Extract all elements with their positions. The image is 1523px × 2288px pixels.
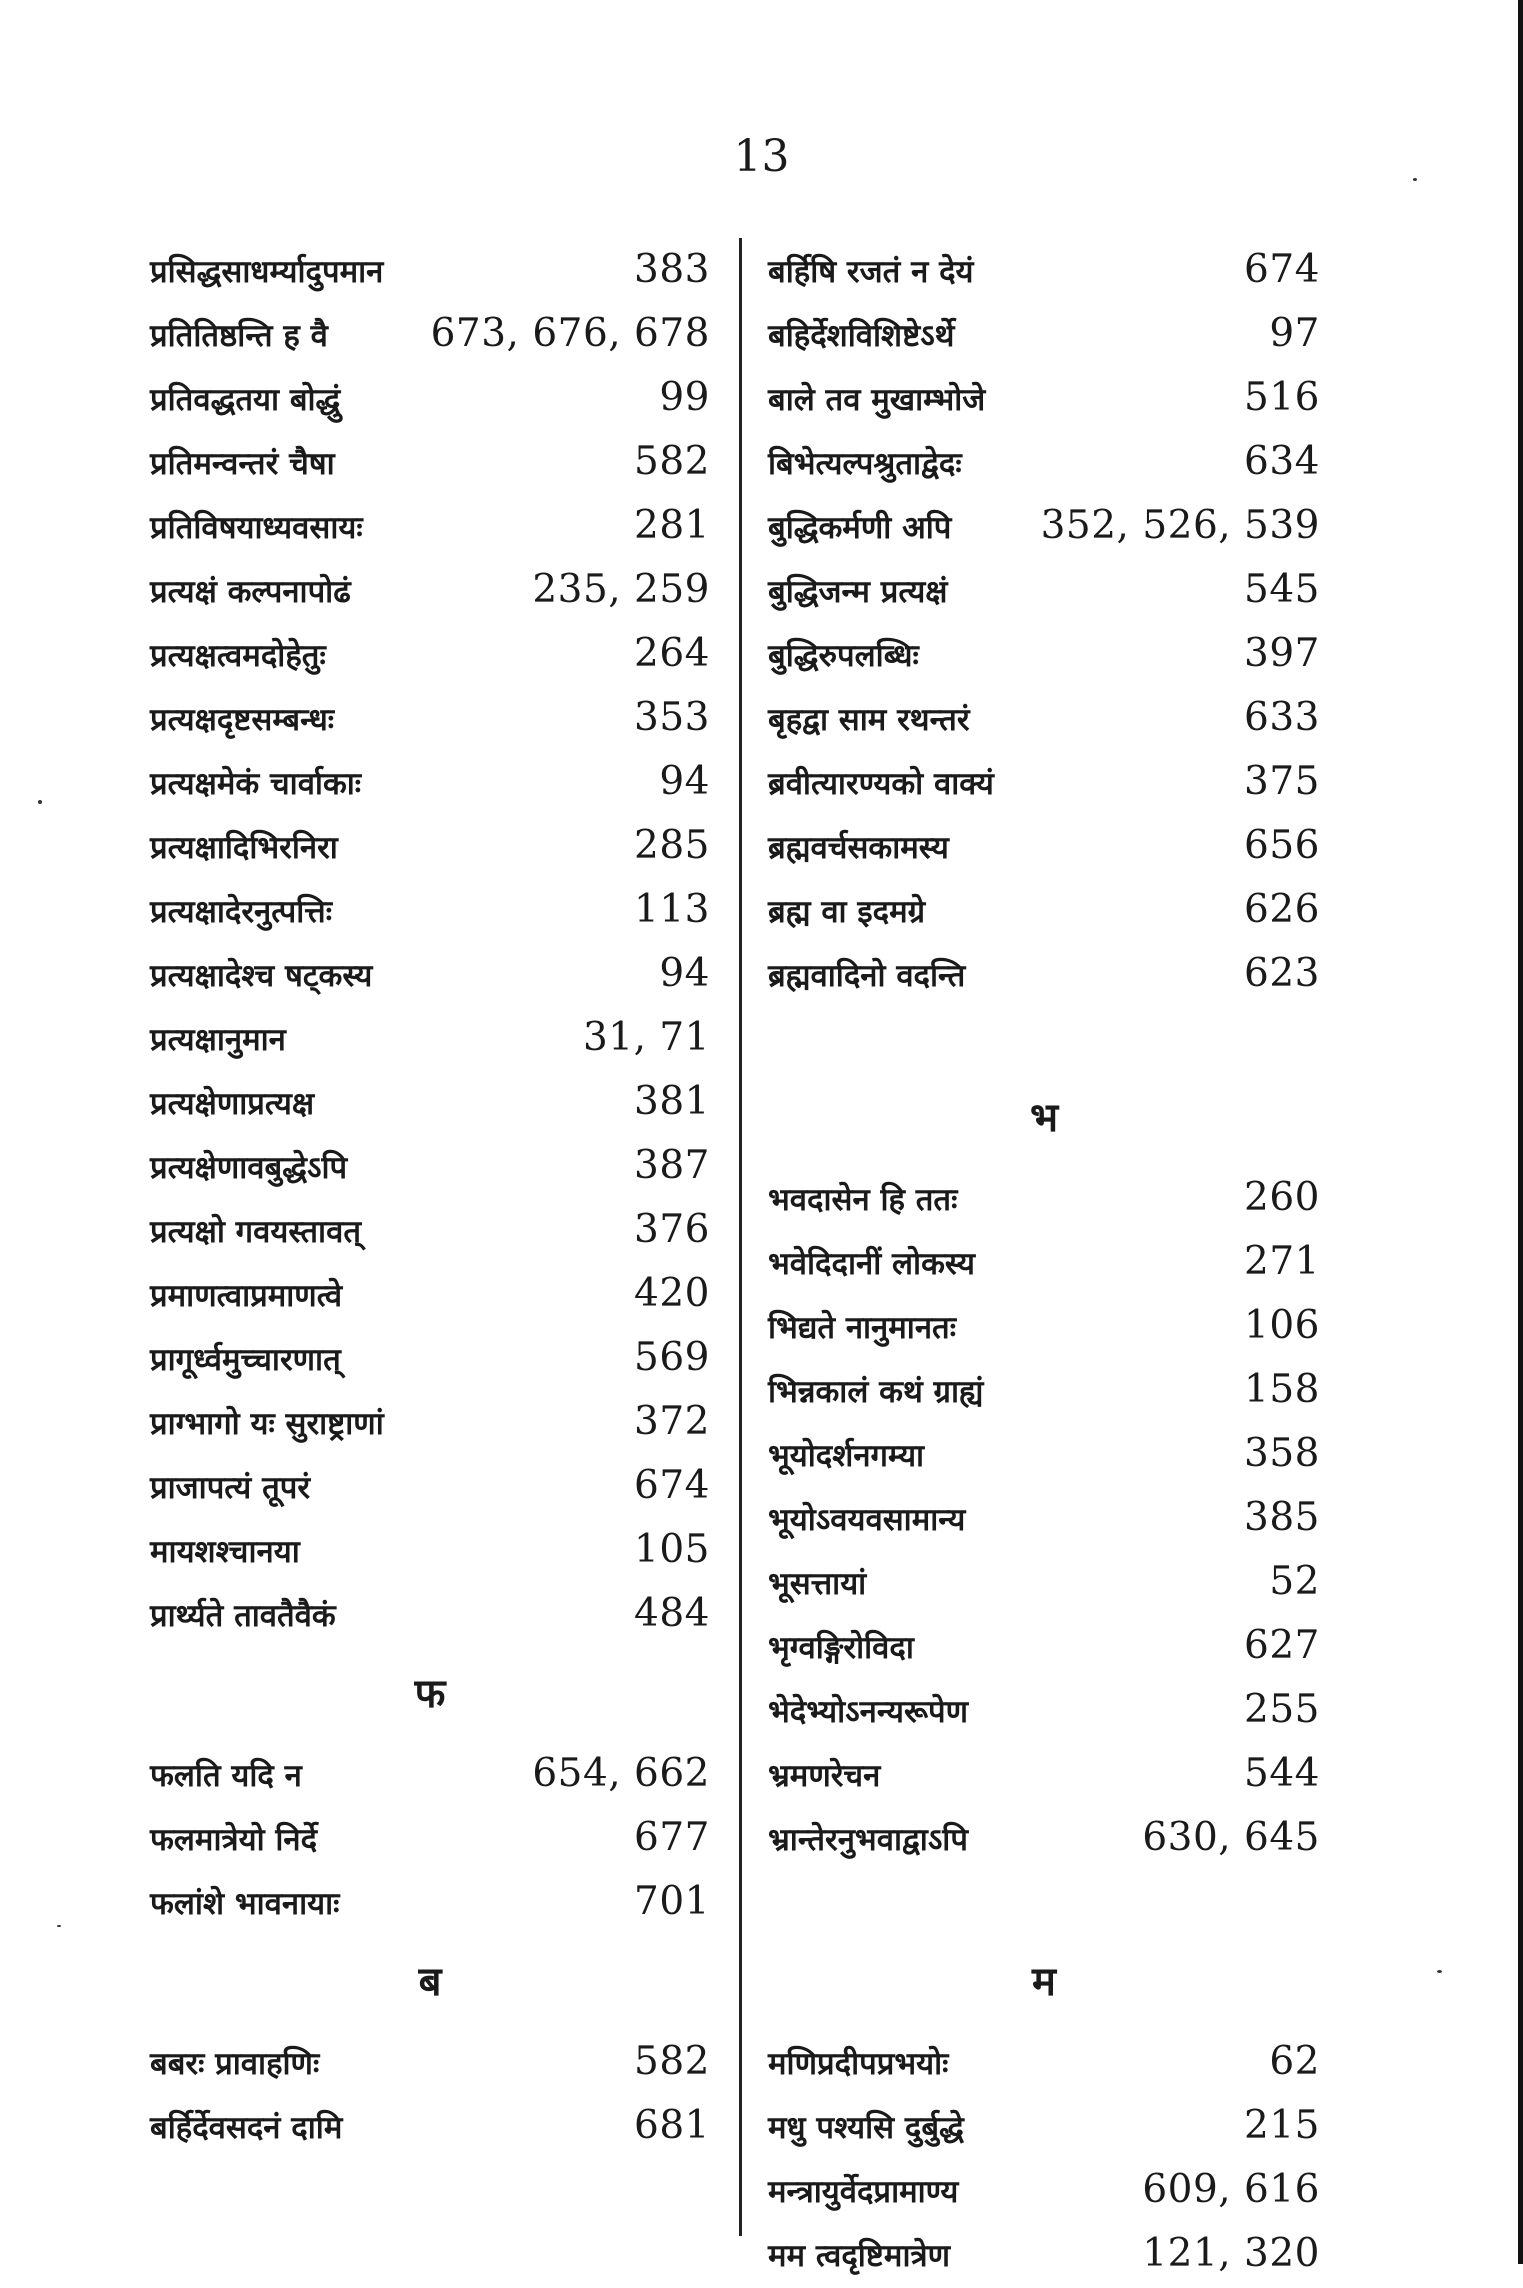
entry-page-numbers: 52 [1269,1559,1320,1604]
entry-page-numbers: 121, 320 [1142,2231,1320,2276]
entry-page-numbers: 544 [1244,1751,1320,1796]
index-entry [768,814,1320,878]
entry-term: ब्रह्मवर्चसकामस्य [768,830,949,866]
entry-page-numbers: 281 [634,503,710,548]
index-entry [768,1166,1320,1230]
entry-page-numbers: 105 [634,1527,710,1572]
entry-page-numbers: 387 [634,1143,710,1188]
entry-term: प्रत्यक्षादेरनुत्पत्तिः [150,894,332,930]
entry-page-numbers: 285 [634,823,710,868]
entry-term: भिन्नकालं कथं ग्राह्यं [768,1374,984,1410]
entry-term: भ्रमणरेचन [768,1758,881,1794]
index-entry [150,1006,710,1070]
entry-page-numbers: 113 [634,887,710,932]
section-heading-bha: भ [1029,1095,1059,1141]
index-entry [150,302,710,366]
entry-page-numbers: 545 [1244,567,1320,612]
entry-page-numbers: 484 [634,1591,710,1636]
entry-term: बृहद्वा साम रथन्तरं [768,702,970,738]
index-entry [150,942,710,1006]
page-edge-shadow [1518,0,1523,2264]
index-entry [768,238,1320,302]
blank-line [768,1006,1320,1070]
entry-term: बर्हिषि रजतं न देयं [768,254,974,290]
entry-page-numbers: 609, 616 [1142,2167,1320,2212]
entry-term: ब्रह्म वा इदमग्रे [768,894,926,930]
entry-term: फलांशे भावनायाः [150,1886,340,1922]
entry-term: प्रार्थ्यते तावतैवैकं [150,1598,336,1634]
index-entry [150,1742,710,1806]
entry-term: ब्रह्मवादिनो वदन्ति [768,958,966,994]
index-entry [150,1870,710,1934]
entry-page-numbers: 94 [659,759,710,804]
entry-page-numbers: 582 [634,2039,710,2084]
index-entry [150,558,710,622]
entry-term: मम त्वदृष्टिमात्रेण [768,2238,951,2274]
index-entry [150,878,710,942]
index-entry [150,1134,710,1198]
entry-page-numbers: 264 [634,631,710,676]
entry-term: भूसत्तायां [768,1566,867,1602]
scan-speck [57,1925,61,1927]
index-group [768,1166,1320,1870]
entry-term: भवदासेन हि ततः [768,1182,958,1218]
index-entry [150,238,710,302]
entry-term: बर्हिर्देवसदनं दामि [150,2110,343,2146]
entry-page-numbers: 420 [634,1271,710,1316]
index-entry [768,1230,1320,1294]
entry-page-numbers: 582 [634,439,710,484]
entry-term: प्रत्यक्षादेश्च षट्कस्य [150,958,373,994]
entry-term: मायशश्चानया [150,1534,300,1570]
entry-page-numbers: 633 [1244,695,1320,740]
entry-page-numbers: 385 [1244,1495,1320,1540]
index-entry [768,1550,1320,1614]
index-entry [768,366,1320,430]
entry-term: मणिप्रदीपप्रभयोः [768,2046,949,2082]
index-group [150,238,710,1646]
index-entry [768,494,1320,558]
index-entry [150,2094,710,2158]
entry-term: भिद्यते नानुमानतः [768,1310,956,1346]
entry-page-numbers: 381 [634,1079,710,1124]
index-entry [150,1390,710,1454]
left-index-column [150,238,710,2158]
entry-term: प्रत्यक्षादिभिरनिरा [150,830,338,866]
index-entry [768,430,1320,494]
entry-term: प्राजापत्यं तूपरं [150,1470,311,1506]
entry-page-numbers: 375 [1244,759,1320,804]
entry-page-numbers: 31, 71 [582,1015,710,1060]
index-entry [150,686,710,750]
index-entry [150,1806,710,1870]
index-entry [768,878,1320,942]
page-number: 13 [733,131,790,182]
scan-speck [38,800,42,804]
entry-page-numbers: 654, 662 [532,1751,710,1796]
entry-term: बुद्धिरुपलब्धिः [768,638,919,674]
index-entry [768,2094,1320,2158]
entry-term: प्रत्यक्षेणावबुद्धेऽपि [150,1150,348,1186]
index-entry [150,814,710,878]
entry-term: मन्त्रायुर्वेदप्रामाण्य [768,2174,959,2210]
entry-term: भृग्वङ्गिरोविदा [768,1630,914,1666]
entry-page-numbers: 383 [634,247,710,292]
entry-term: प्रत्यक्षो गवयस्तावत् [150,1214,361,1250]
index-entry [150,622,710,686]
entry-term: भवेदिदानीं लोकस्य [768,1246,975,1282]
index-entry [768,942,1320,1006]
entry-term: भूयोदर्शनगम्या [768,1438,925,1474]
column-divider [739,238,742,2236]
entry-term: बुद्धिकर्मणी अपि [768,510,952,546]
index-group [768,2030,1320,2286]
entry-page-numbers: 674 [1244,247,1320,292]
entry-page-numbers: 701 [634,1879,710,1924]
entry-term: बहिर्देशविशिष्टेऽर्थे [768,318,955,354]
entry-page-numbers: 235, 259 [532,567,710,612]
entry-page-numbers: 62 [1269,2039,1320,2084]
section-heading-ba: ब [418,1959,442,2005]
index-group [150,1742,710,1934]
entry-page-numbers: 677 [634,1815,710,1860]
entry-page-numbers: 352, 526, 539 [1040,503,1320,548]
index-entry [768,1486,1320,1550]
entry-page-numbers: 106 [1244,1303,1320,1348]
scan-speck [1437,1970,1442,1973]
index-entry [150,1454,710,1518]
index-group [768,238,1320,1006]
section-heading-pha: फ [414,1671,446,1717]
index-entry [150,1326,710,1390]
entry-page-numbers: 674 [634,1463,710,1508]
entry-term: प्रसिद्धसाधर्म्यादुपमान [150,254,384,290]
entry-page-numbers: 97 [1269,311,1320,356]
index-entry [150,366,710,430]
index-entry [768,2158,1320,2222]
entry-page-numbers: 99 [659,375,710,420]
index-entry [768,1358,1320,1422]
scan-speck [1413,178,1417,181]
entry-page-numbers: 358 [1244,1431,1320,1476]
index-entry [768,1294,1320,1358]
entry-term: बबरः प्रावाहणिः [150,2046,320,2082]
index-entry [768,2222,1320,2286]
index-entry [768,1614,1320,1678]
entry-term: भूयोऽवयवसामान्य [768,1502,966,1538]
index-entry [150,494,710,558]
entry-page-numbers: 634 [1244,439,1320,484]
index-entry [768,2030,1320,2094]
entry-term: प्राग्भागो यः सुराष्ट्राणां [150,1406,384,1442]
entry-term: प्रतिमन्वन्तरं चैषा [150,446,335,482]
entry-page-numbers: 376 [634,1207,710,1252]
index-entry [768,1742,1320,1806]
entry-term: भेदेभ्योऽनन्यरूपेण [768,1694,969,1730]
entry-page-numbers: 569 [634,1335,710,1380]
entry-term: फलति यदि न [150,1758,302,1794]
entry-term: प्रतिवद्धतया बोद्धुं [150,382,341,418]
entry-term: भ्रान्तेरनुभवाद्वाऽपि [768,1822,968,1858]
entry-page-numbers: 630, 645 [1142,1815,1320,1860]
index-entry [768,686,1320,750]
entry-term: बुद्धिजन्म प्रत्यक्षं [768,574,948,610]
index-entry [150,1198,710,1262]
entry-page-numbers: 260 [1244,1175,1320,1220]
index-entry [150,750,710,814]
index-entry [150,430,710,494]
entry-term: प्रत्यक्षमेकं चार्वाकाः [150,766,362,802]
entry-page-numbers: 626 [1244,887,1320,932]
index-entry [150,1582,710,1646]
entry-term: मधु पश्यसि दुर्बुद्धे [768,2110,964,2146]
entry-page-numbers: 627 [1244,1623,1320,1668]
entry-page-numbers: 673, 676, 678 [430,311,710,356]
entry-page-numbers: 623 [1244,951,1320,996]
entry-page-numbers: 397 [1244,631,1320,676]
entry-page-numbers: 271 [1244,1239,1320,1284]
entry-page-numbers: 255 [1244,1687,1320,1732]
entry-term: बिभेत्यल्पश्रुताद्वेदः [768,446,962,482]
right-index-column [768,238,1320,2286]
index-entry [150,1518,710,1582]
entry-term: प्रत्यक्षानुमान [150,1022,286,1058]
index-group [150,2030,710,2158]
entry-page-numbers: 158 [1244,1367,1320,1412]
index-entry [768,750,1320,814]
entry-page-numbers: 656 [1244,823,1320,868]
entry-term: प्रागूर्ध्वमुच्चारणात् [150,1342,341,1378]
entry-page-numbers: 681 [634,2103,710,2148]
entry-term: बाले तव मुखाम्भोजे [768,382,986,418]
entry-term: प्रत्यक्षत्वमदोहेतुः [150,638,326,674]
entry-page-numbers: 215 [1244,2103,1320,2148]
index-entry [768,558,1320,622]
entry-term: फलमात्रेयो निर्दे [150,1822,318,1858]
entry-term: प्रमाणत्वाप्रमाणत्वे [150,1278,343,1314]
index-entry [150,2030,710,2094]
entry-term: प्रत्यक्षदृष्टसम्बन्धः [150,702,335,738]
entry-term: प्रत्यक्षेणाप्रत्यक्ष [150,1086,315,1122]
index-entry [768,1806,1320,1870]
entry-term: प्रतिविषयाध्यवसायः [150,510,363,546]
entry-page-numbers: 372 [634,1399,710,1444]
index-entry [768,1678,1320,1742]
entry-page-numbers: 353 [634,695,710,740]
index-entry [768,1422,1320,1486]
entry-term: ब्रवीत्यारण्यको वाक्यं [768,766,994,802]
index-entry [150,1070,710,1134]
entry-page-numbers: 94 [659,951,710,996]
blank-line [768,1870,1320,1934]
index-entry [150,1262,710,1326]
index-entry [768,302,1320,366]
index-entry [768,622,1320,686]
section-heading-ma: म [1032,1959,1056,2005]
entry-term: प्रतितिष्ठन्ति ह वै [150,318,328,354]
entry-page-numbers: 516 [1244,375,1320,420]
entry-term: प्रत्यक्षं कल्पनापोढं [150,574,351,610]
